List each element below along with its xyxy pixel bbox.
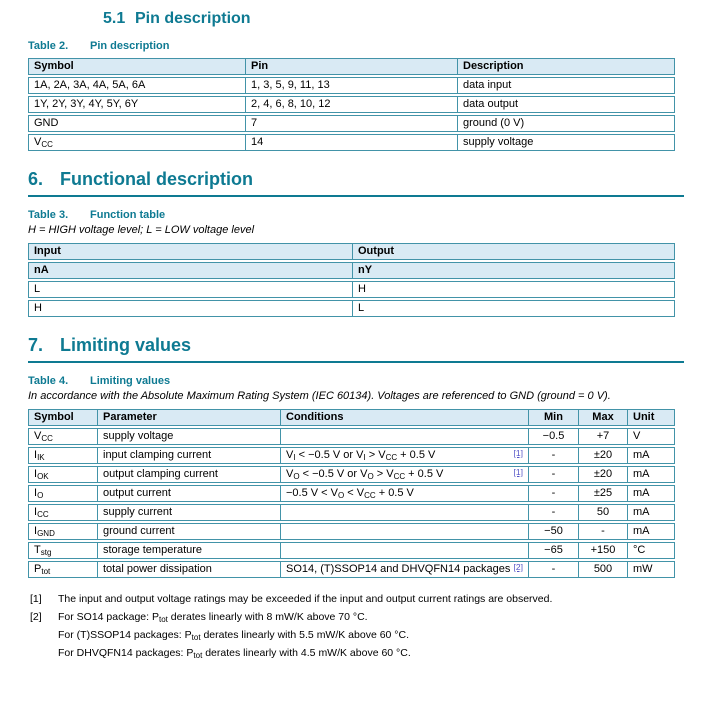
- cell-parameter: supply voltage: [97, 428, 280, 445]
- table-caption-title: Function table: [90, 209, 166, 221]
- table2-caption: [28, 40, 711, 52]
- footnote-marker: [2]: [30, 611, 42, 623]
- column-header: Description: [457, 58, 675, 75]
- cell-unit: mA: [627, 504, 675, 521]
- section-heading-5-1: [103, 10, 711, 28]
- cell-unit: mA: [627, 466, 675, 483]
- table-caption-title: Limiting values: [90, 375, 171, 387]
- table-row: [28, 466, 675, 483]
- cell-unit: °C: [627, 542, 675, 559]
- table-cell: 2, 4, 6, 8, 10, 12: [245, 96, 457, 113]
- table-cell: data output: [457, 96, 675, 113]
- footnote-line: For DHVQFN14 packages: $P_{tot}$ derates linearly with 4.5 mW/K above 60 °C.: [58, 647, 411, 660]
- cell-min: -: [528, 561, 578, 578]
- column-header: Input: [28, 243, 352, 260]
- pin-description-table: [28, 56, 675, 153]
- table-caption-label: Table 2.: [28, 40, 69, 52]
- cell-symbol: $I_{OK}$: [28, 466, 97, 483]
- cell-parameter: storage temperature: [97, 542, 280, 559]
- cell-conditions: [1] $V_O < -0.5$ V or $V_O > V_{CC} + 0.5$ V: [280, 466, 528, 483]
- table-row: [28, 542, 675, 559]
- cell-max: ±20: [578, 466, 627, 483]
- footnote-line: For SO14 package: $P_{tot}$ derates linearly with 8 mW/K above 70 °C.: [58, 611, 368, 624]
- column-header: Unit: [627, 409, 675, 426]
- table3-caption: [28, 209, 711, 221]
- footnote-text: [58, 593, 711, 606]
- table-caption-label: Table 4.: [28, 375, 69, 387]
- section-title: Functional description: [60, 169, 254, 189]
- table-row: [28, 134, 675, 151]
- cell-conditions: [280, 542, 528, 559]
- table-row: [28, 77, 675, 94]
- table-cell: supply voltage: [457, 134, 675, 151]
- cell-parameter: output clamping current: [97, 466, 280, 483]
- column-header: Min: [528, 409, 578, 426]
- table-cell: 1A, 2A, 3A, 4A, 5A, 6A: [28, 77, 245, 94]
- table4-caption: [28, 375, 711, 387]
- column-header: Max: [578, 409, 627, 426]
- cell-max: 50: [578, 504, 627, 521]
- section-number: 7.: [28, 335, 44, 355]
- table-cell: GND: [28, 115, 245, 132]
- cell-min: -: [528, 504, 578, 521]
- cell-conditions: −0.5 $V < V_O < V_{CC} + 0.5$ V: [280, 485, 528, 502]
- table-cell: 7: [245, 115, 457, 132]
- table-cell: 1Y, 2Y, 3Y, 4Y, 5Y, 6Y: [28, 96, 245, 113]
- cell-unit: mA: [627, 523, 675, 540]
- cell-parameter: ground current: [97, 523, 280, 540]
- limiting-values-table: [28, 407, 675, 580]
- table-cell: 14: [245, 134, 457, 151]
- cell-symbol: $P_{tot}$: [28, 561, 97, 578]
- footnote-text: [58, 611, 711, 660]
- table-row: [28, 58, 675, 75]
- table-row: [28, 243, 675, 260]
- cell-conditions: [280, 428, 528, 445]
- cell-conditions: [280, 523, 528, 540]
- cell-symbol: $V_{CC}$: [28, 428, 97, 445]
- section-number: 5.1: [103, 10, 126, 27]
- cell-symbol: $I_O$: [28, 485, 97, 502]
- table-row: [28, 428, 675, 445]
- footnote-ref-link[interactable]: [1]: [513, 448, 523, 458]
- column-header: Output: [352, 243, 675, 260]
- table-cell: ground (0 V): [457, 115, 675, 132]
- footnote-marker: [1]: [30, 593, 42, 605]
- cell-min: −65: [528, 542, 578, 559]
- cell-max: 500: [578, 561, 627, 578]
- cell-conditions: [2] SO14, (T)SSOP14 and DHVQFN14 packages: [280, 561, 528, 578]
- table-cell: L: [352, 300, 675, 317]
- cell-parameter: total power dissipation: [97, 561, 280, 578]
- cell-unit: mA: [627, 485, 675, 502]
- cell-min: -: [528, 485, 578, 502]
- table-row: [28, 561, 675, 578]
- table-cell: 1, 3, 5, 9, 11, 13: [245, 77, 457, 94]
- column-header: nA: [28, 262, 352, 279]
- footnote-ref-link[interactable]: [1]: [513, 467, 523, 477]
- cell-max: +150: [578, 542, 627, 559]
- cell-symbol: $I_{IK}$: [28, 447, 97, 464]
- section-heading-7: [28, 335, 684, 363]
- table-row: [28, 504, 675, 521]
- cell-max: -: [578, 523, 627, 540]
- cell-unit: mA: [627, 447, 675, 464]
- cell-symbol: $I_{GND}$: [28, 523, 97, 540]
- table-row: [28, 300, 675, 317]
- cell-min: -: [528, 447, 578, 464]
- cell-max: +7: [578, 428, 627, 445]
- cell-min: -: [528, 466, 578, 483]
- cell-symbol: $T_{stg}$: [28, 542, 97, 559]
- table-caption-title: Pin description: [90, 40, 170, 52]
- footnote-line: The input and output voltage ratings may be exceeded if the input and output current ratings are observed.: [58, 593, 553, 605]
- column-header: Symbol: [28, 58, 245, 75]
- table-row: [28, 523, 675, 540]
- cell-unit: V: [627, 428, 675, 445]
- cell-conditions: [280, 504, 528, 521]
- section-title: Limiting values: [60, 335, 192, 355]
- table4-note: In accordance with the Absolute Maximum Rating System (IEC 60134). Voltages are referenced to GND (ground = 0 V).: [28, 390, 611, 402]
- table-row: [28, 281, 675, 298]
- cell-parameter: supply current: [97, 504, 280, 521]
- column-header: Conditions: [280, 409, 528, 426]
- table-row: [28, 447, 675, 464]
- section-heading-6: [28, 169, 684, 197]
- table3-note: H = HIGH voltage level; L = LOW voltage level: [28, 224, 255, 236]
- cell-parameter: output current: [97, 485, 280, 502]
- footnote-ref-link[interactable]: [2]: [513, 562, 523, 572]
- table-cell: L: [28, 281, 352, 298]
- footnote: [28, 611, 711, 660]
- cell-max: ±25: [578, 485, 627, 502]
- table-caption-label: Table 3.: [28, 209, 69, 221]
- table-cell: H: [28, 300, 352, 317]
- cell-unit: mW: [627, 561, 675, 578]
- column-header: Pin: [245, 58, 457, 75]
- table-row: [28, 262, 675, 279]
- cell-parameter: input clamping current: [97, 447, 280, 464]
- table-row: [28, 409, 675, 426]
- footnotes-section: [28, 593, 711, 660]
- table-row: [28, 115, 675, 132]
- cell-min: −50: [528, 523, 578, 540]
- cell-max: ±20: [578, 447, 627, 464]
- function-table: [28, 241, 675, 319]
- table-cell: H: [352, 281, 675, 298]
- footnote: [28, 593, 711, 606]
- table-cell: data input: [457, 77, 675, 94]
- column-header: Symbol: [28, 409, 97, 426]
- section-title: Pin description: [135, 10, 251, 27]
- table-row: [28, 96, 675, 113]
- column-header: Parameter: [97, 409, 280, 426]
- table-row: [28, 485, 675, 502]
- cell-conditions: [1] $V_I < -0.5$ V or $V_I > V_{CC} + 0.5$ V: [280, 447, 528, 464]
- cell-min: −0.5: [528, 428, 578, 445]
- cell-symbol: $I_{CC}$: [28, 504, 97, 521]
- footnote-line: For (T)SSOP14 packages: $P_{tot}$ derates linearly with 5.5 mW/K above 60 °C.: [58, 629, 410, 642]
- section-number: 6.: [28, 169, 44, 189]
- table-cell: $V_{CC}$: [28, 134, 245, 151]
- column-header: nY: [352, 262, 675, 279]
